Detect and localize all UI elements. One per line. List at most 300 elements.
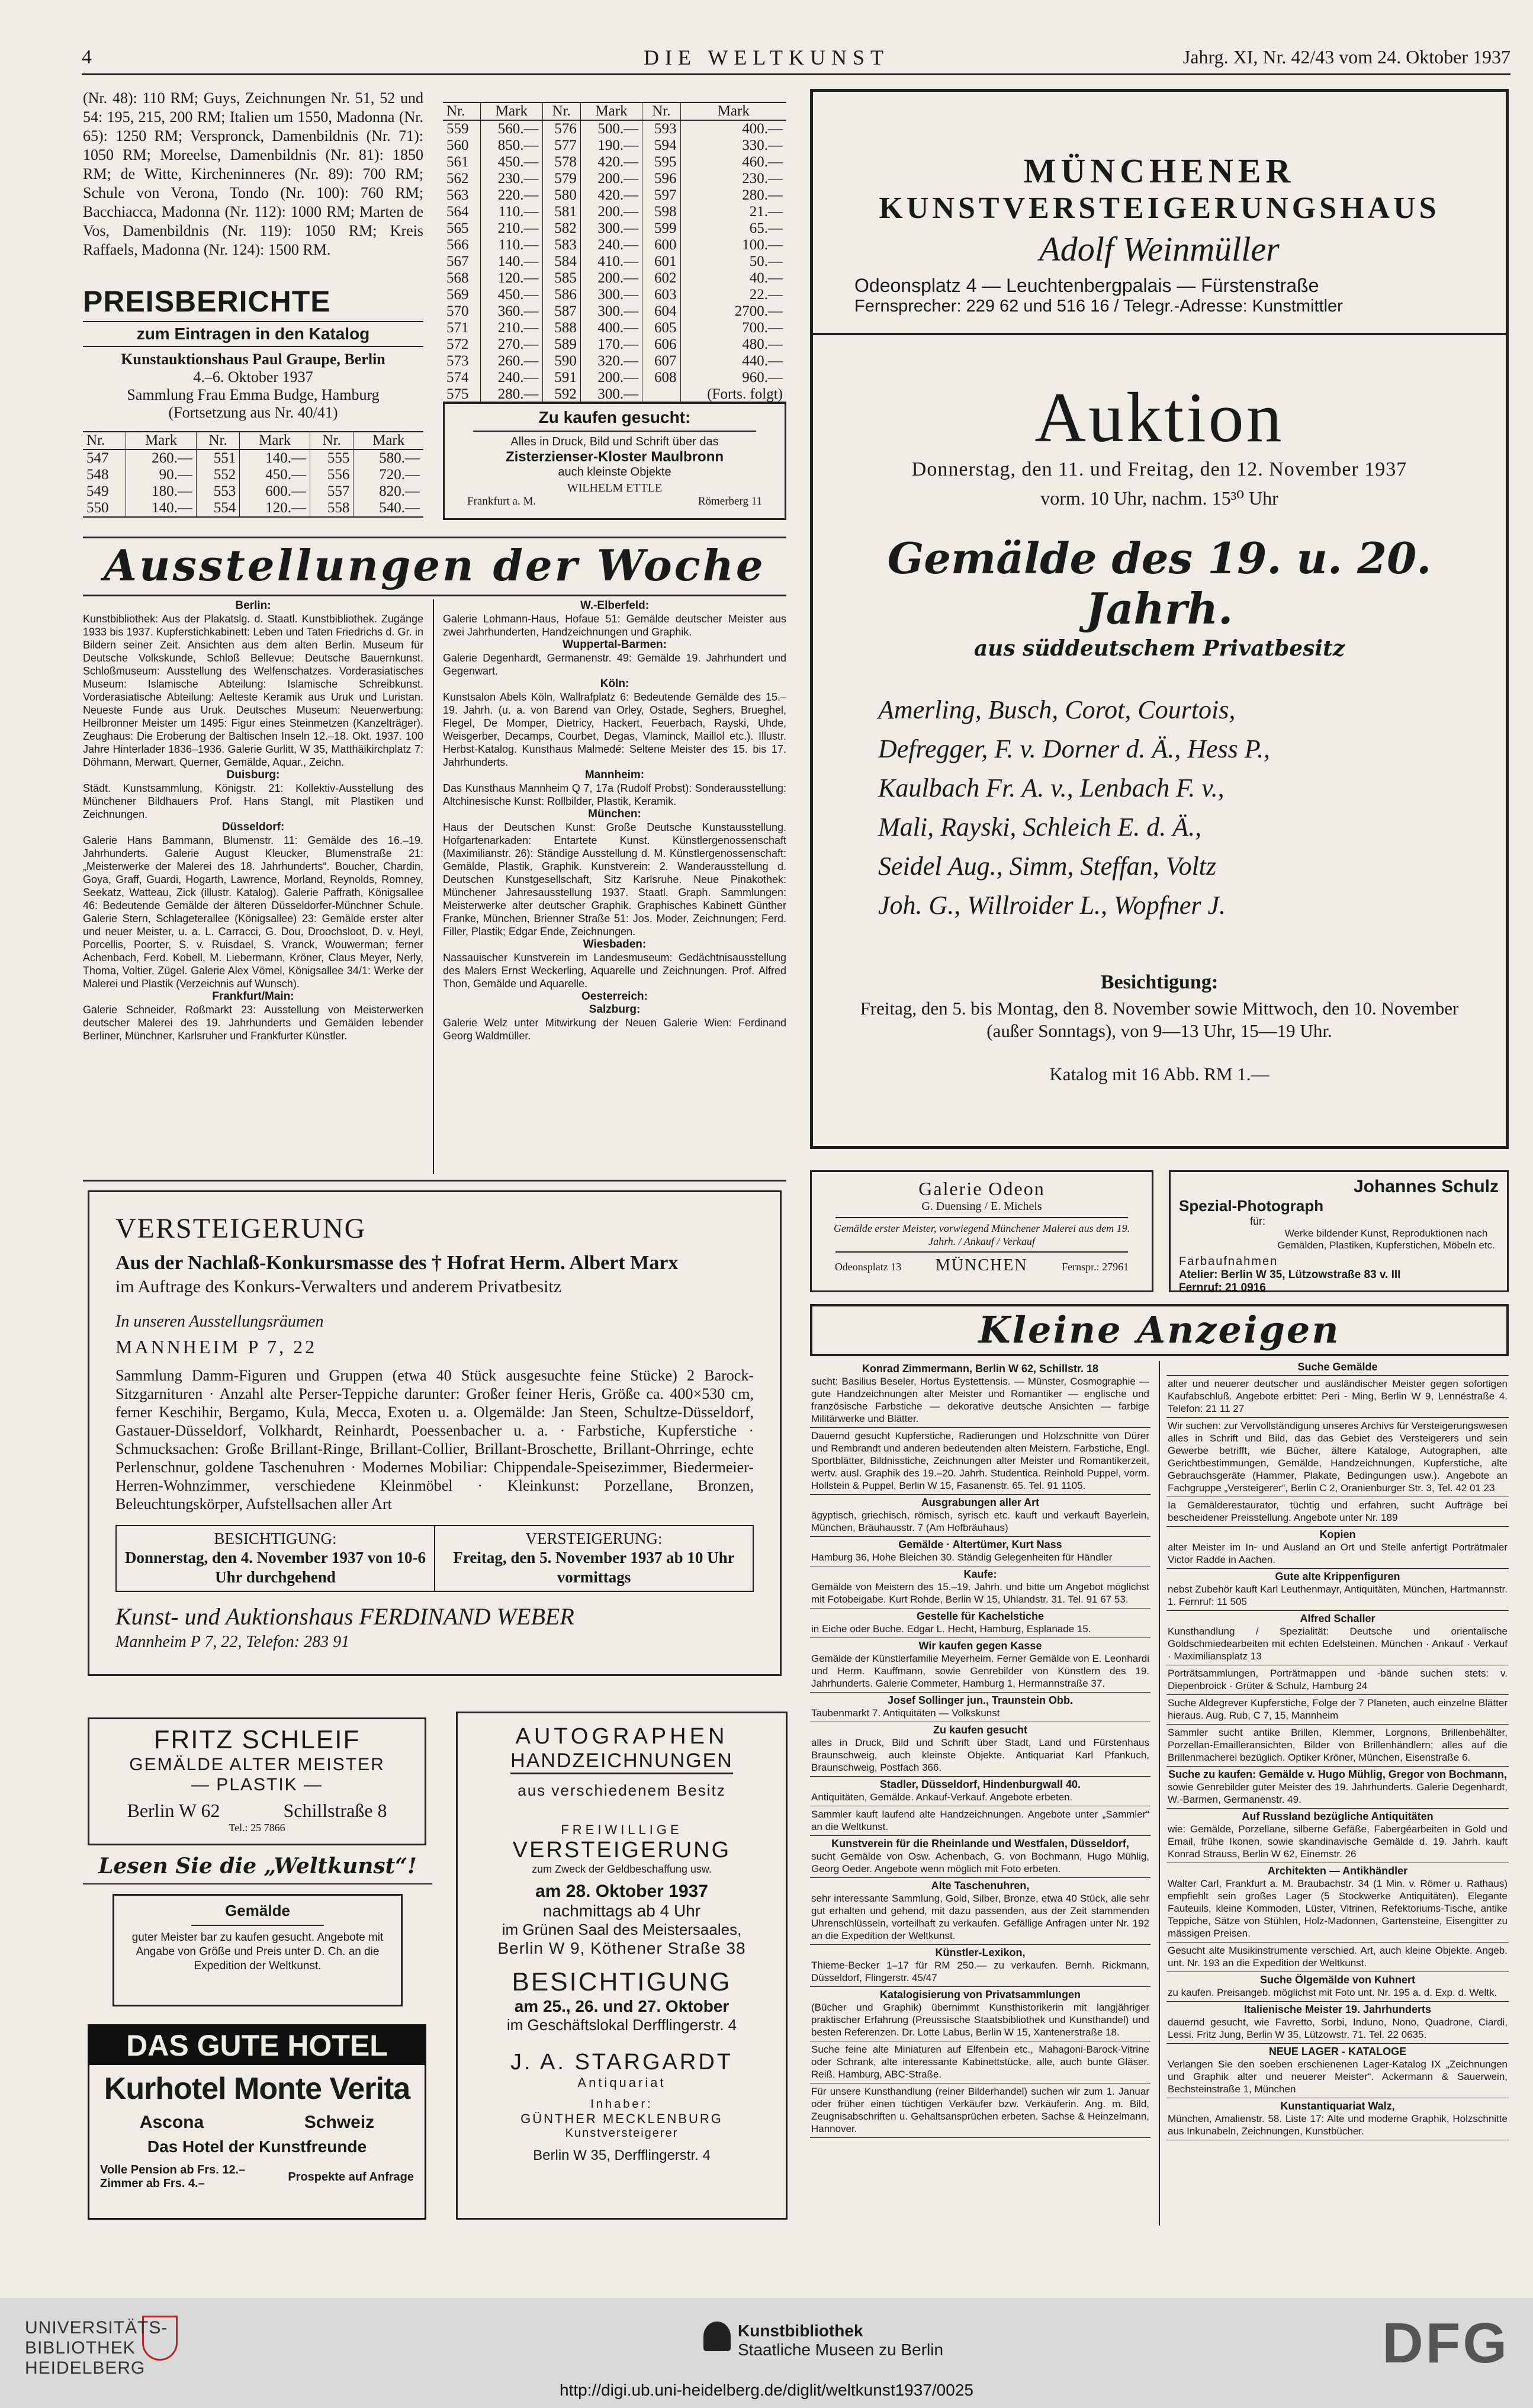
exhibition-entry xyxy=(443,808,786,938)
classified-ad xyxy=(1166,1665,1509,1695)
table-cell: 360.— xyxy=(481,303,542,320)
logo-line: Kunstbibliothek xyxy=(738,2322,863,2340)
classified-heading: Alte Taschenuhren, xyxy=(931,1880,1030,1892)
table-cell: 574 xyxy=(446,370,469,386)
divider xyxy=(473,431,756,432)
classified-heading: Josef Sollinger jun., Traunstein Obb. xyxy=(887,1694,1074,1706)
hotel-banner: DAS GUTE HOTEL xyxy=(89,2026,425,2065)
ad-line: Zisterzienser-Kloster Maulbronn xyxy=(505,449,724,465)
classified-heading: Kunstantiquariat Walz, xyxy=(1280,2100,1395,2112)
classified-text: Sammler kauft laufend alte Handzeichnungen. Angebote unter „Sammler“ an die Weltkunst. xyxy=(811,1809,1149,1832)
classified-heading: Künstler-Lexikon, xyxy=(935,1947,1026,1958)
classified-text: (Bücher und Graphik) übernimmt Kunsthistorikerin mit langjähriger praktischer Erfahrung (Preussische Staatsbibliothek und Kunsthandel) und besten Referenzen. Dr. Lotte Labus, Berlin W 15, Xantenerstraße 18. xyxy=(811,2002,1149,2038)
table-cell: 556 xyxy=(310,467,353,483)
classified-ad xyxy=(810,1608,1150,1638)
exhibition-city: W.-Elberfeld: xyxy=(580,599,650,612)
kaufen-gesucht-ad xyxy=(443,402,786,520)
table-cell: 820.— xyxy=(353,483,423,500)
ad-line: HANDZEICHNUNGEN xyxy=(510,1749,733,1774)
table-cell: 580.— xyxy=(353,450,423,467)
ad-phone: Fernruf: 21 0916 xyxy=(1179,1282,1266,1294)
exhibition-text: Kunstbibliothek: Aus der Plakatslg. d. Staatl. Kunstbibliothek. Zugänge 1933 bis 1937. Kupferstichkabinett: Leben und Taten Friedrichs d. Gr. in Bildern seiner Zeit. Ansichten aus dem alten Berlin. Museum für Deutsche Volkskunde, Schloß Bellevue: Deutsche Bauernkunst. Schloßmuseum: Ausstellung des Welfenschatzes. Vorderasiatisches Museum: Islamische Abteilung: Islamische Schreibkunst. Vorderasiatische Abteilung: Aelteste Keramik aus Uruk und Luristan. Neueste Funde aus Uruk. Deutsches Museum: Neuerwerbung: Heilbronner Meister um 1495: Figur eines Steinmetzen (Kanzelträger). Zeughaus: Die Eroberung der Baltischen Inseln 12.–18. Okt. 1937. 100 Jahre Hinterlader 1836–1936. Galerie Gurlitt, W 35, Matthäikirchplatz 7: Döhmann, Merwart, Querner, Gemälde, Aquar., Zeichn. xyxy=(83,613,423,768)
table-cell: 567 xyxy=(446,253,469,269)
table-row xyxy=(443,220,786,237)
classified-heading: Gemälde · Altertümer, Kurt Nass xyxy=(898,1539,1062,1550)
table-cell: 180.— xyxy=(126,483,197,500)
hotel-prices xyxy=(100,2163,414,2191)
table-cell: 280.— xyxy=(680,187,786,204)
table-cell: 553 xyxy=(196,483,239,500)
table-row xyxy=(83,483,423,500)
table-cell: 582 xyxy=(542,220,580,237)
table-cell: 21.— xyxy=(680,204,786,220)
classified-text: Suche Aldegrever Kupferstiche, Folge der 7 Planeten, auch einzelne Blätter hieraus. Aug. Rub, C 7, 15, Mannheim xyxy=(1168,1697,1508,1721)
table-cell: 210.— xyxy=(481,320,542,336)
classified-text: Antiquitäten, Gemälde. Ankauf-Verkauf. Angebote erbeten. xyxy=(811,1791,1073,1803)
table-cell: 558 xyxy=(310,500,353,517)
exhibitions-title: Ausstellungen der Woche xyxy=(104,540,766,590)
table-cell: 571 xyxy=(446,320,469,336)
table-cell: 585 xyxy=(542,270,580,287)
stargardt-ad xyxy=(456,1712,788,2220)
table-cell: 595 xyxy=(642,154,680,171)
classified-text: München, Amalienstr. 58. Liste 17: Alte und moderne Graphik, Holzschnitte aus Inkunabeln, Zeichnungen, Kunstbücher. xyxy=(1168,2113,1508,2137)
table-cell: 560 xyxy=(446,137,469,153)
table-header: Nr. xyxy=(443,102,481,120)
table-cell: 700.— xyxy=(680,320,786,336)
table-row xyxy=(83,500,423,517)
table-cell: 260.— xyxy=(126,450,197,467)
auction-text: Freitag, den 5. November 1937 ab 10 Uhr vormittags xyxy=(453,1549,735,1586)
table-header: Nr. xyxy=(542,102,580,120)
table-cell: 270.— xyxy=(481,336,542,353)
exhibition-city: Düsseldorf: xyxy=(221,821,285,833)
ad-owners: G. Duensing / E. Michels xyxy=(921,1200,1042,1213)
table-cell: 602 xyxy=(642,270,680,287)
divider xyxy=(835,1251,1128,1253)
table-cell: 576 xyxy=(542,120,580,137)
exhibition-city: Wiesbaden: xyxy=(583,938,647,951)
table-cell: 500.— xyxy=(580,120,642,137)
classified-heading: Kunstverein für die Rheinlande und Westfalen, Düsseldorf, xyxy=(831,1838,1129,1850)
logo-line: HEIDELBERG xyxy=(25,2358,146,2378)
table-cell: 551 xyxy=(196,450,239,467)
ad-phone: Fernspr.: 27961 xyxy=(1062,1261,1129,1273)
ad-city: MANNHEIM P 7, 22 xyxy=(115,1336,317,1357)
classifieds-title: Kleine Anzeigen xyxy=(810,1304,1509,1356)
table-cell: 547 xyxy=(86,450,109,466)
table-cell: 587 xyxy=(542,303,580,320)
table-cell: 603 xyxy=(642,287,680,303)
table-cell: 588 xyxy=(542,320,580,336)
hotel-tagline: Das Hotel der Kunstfreunde xyxy=(147,2137,367,2156)
table-row xyxy=(443,336,786,353)
classified-ad xyxy=(1166,2002,1509,2044)
ad-text: Gemälde erster Meister, vorwiegend Münchener Malerei aus dem 19. Jahrh. / Ankauf / Verkauf xyxy=(833,1222,1130,1247)
table-row xyxy=(443,204,786,220)
classified-ad xyxy=(810,1638,1150,1693)
ad-line: Werke bildender Kunst, Reproduktionen nach Gemälden, Plastiken, Kupferstichen, Möbeln etc. xyxy=(1277,1228,1495,1251)
classified-heading: Gestelle für Kachelstiche xyxy=(916,1610,1045,1622)
viewing-text: Freitag, den 5. bis Montag, den 8. November sowie Mittwoch, den 10. November (außer Sonntags), von 9—13 Uhr, 15—19 Uhr. xyxy=(860,998,1459,1041)
classified-ad xyxy=(810,2041,1150,2083)
table-cell: 573 xyxy=(446,353,469,369)
exhibition-entry xyxy=(443,769,786,808)
classified-heading: Wir kaufen gegen Kasse xyxy=(918,1640,1042,1652)
ad-line: auch kleinste Objekte xyxy=(558,465,671,479)
auction-house-name: Kunst- und Auktionshaus FERDINAND WEBER xyxy=(115,1603,574,1630)
classified-text: wie: Gemälde, Porzellane, silberne Gefäße, Fabergéarbeiten in Gold und Email, frühe Ikonen, sowie skandinavische Gemälde d. 19. Jahrh. kauft Konrad Strauss, Berlin W 62, Einemstr. 26 xyxy=(1168,1823,1508,1860)
classified-ad xyxy=(1166,1569,1509,1611)
auction-times: vorm. 10 Uhr, nachm. 15³⁰ Uhr xyxy=(1040,487,1278,509)
classified-ad xyxy=(810,1722,1150,1777)
table-cell: 450.— xyxy=(240,467,310,483)
table-cell: 593 xyxy=(642,120,680,137)
ad-line: Adolf Weinmüller xyxy=(1039,230,1280,268)
ad-line: Fernsprecher: 229 62 und 516 16 / Telegr.-Adresse: Kunstmittler xyxy=(854,297,1343,316)
table-cell xyxy=(642,386,680,403)
table-cell: 140.— xyxy=(240,450,310,467)
logo-line: UNIVERSITÄTS- xyxy=(25,2318,168,2338)
column-divider xyxy=(433,599,434,1174)
classified-text: Hamburg 36, Hohe Bleichen 30. Ständig Gelegenheiten für Händler xyxy=(811,1552,1113,1563)
table-cell: 110.— xyxy=(481,237,542,253)
classified-heading: Suche Ölgemälde von Kuhnert xyxy=(1259,1974,1416,1986)
classified-ad xyxy=(1166,1611,1509,1665)
artist-line: Mali, Rayski, Schleich E. d. Ä., xyxy=(878,813,1202,842)
artist-line: Seidel Aug., Simm, Steffan, Voltz xyxy=(878,852,1217,881)
price-report-intro: (Nr. 48): 110 RM; Guys, Zeichnungen Nr. 51, 52 und 54: 195, 215, 200 RM; Italien um 1550, Madonna (Nr. 65): 1250 RM; Verspronck, Damenbildnis (Nr. 71): 1050 RM; Moreelse, Damenbildnis (Nr. 81): 1850 RM; de Witte, Kircheninneres (Nr. 89): 700 RM; Schule von Verona, Tondo (Nr. 100): 760 RM; Bacchiacca, Madonna (Nr. 112): 1000 RM; Marten de Vos, Damenbildnis (Nr. 119): 1050 RM; Kreis Raffaels, Madonna (Nr. 124): 1500 RM. xyxy=(83,89,423,258)
university-library-logo xyxy=(25,2318,168,2378)
page-number: 4 xyxy=(82,46,92,68)
exhibition-city: Frankfurt/Main: xyxy=(212,990,294,1003)
table-cell: 589 xyxy=(542,336,580,353)
table-cell: (Forts. folgt) xyxy=(680,386,786,403)
classified-text: zu kaufen. Preisangeb. möglichst mit Foto unt. Nr. 195 a. d. Exp. d. Weltk. xyxy=(1168,1987,1497,1998)
logo-line: Staatliche Museen zu Berlin xyxy=(738,2340,944,2359)
table-cell: 200.— xyxy=(580,270,642,287)
dfg-logo: DFG xyxy=(1382,2311,1509,2375)
table-cell: 560.— xyxy=(481,120,542,137)
ad-line: Inhaber: xyxy=(590,2098,653,2111)
classified-text: dauernd gesucht, wie Favretto, Sorbi, Induno, Nono, Quadrone, Ciardi, Lessi. Fritz Jung, Berlin W 35, Lützowstr. 71. Tel. 22 0635. xyxy=(1168,2017,1508,2040)
exhibition-city: Köln: xyxy=(600,678,629,690)
classified-heading: Auf Russland bezügliche Antiquitäten xyxy=(1242,1810,1434,1822)
table-cell: 720.— xyxy=(353,467,423,483)
exhibition-text: Galerie Schneider, Roßmarkt 23: Ausstellung von Meisterwerken deutscher Malerei des 19. Jahrhunderts und Gemälden lebender Berliner, Münchner, Karlsruher und Frankfurter Künstler. xyxy=(83,1004,423,1042)
ad-line: aus verschiedenem Besitz xyxy=(518,1781,726,1799)
classified-text: Porträtsammlungen, Porträtmappen und -bände suchen stets: v. Diepenbroick · Grüter & Schulz, Hamburg 24 xyxy=(1168,1668,1508,1691)
exhibition-entry xyxy=(83,769,423,821)
ad-line: Farbaufnahmen xyxy=(1179,1255,1278,1268)
classified-ad xyxy=(1166,1863,1509,1943)
table-header: Nr. xyxy=(83,432,126,450)
table-cell: 170.— xyxy=(580,336,642,353)
table-header: Mark xyxy=(481,102,542,120)
classified-text: Taubenmarkt 7. Antiquitäten — Volkskunst xyxy=(811,1707,1000,1719)
auction-provenance: aus süddeutschem Privatbesitz xyxy=(973,636,1345,661)
table-cell: 597 xyxy=(642,187,680,204)
table-row xyxy=(443,253,786,270)
exhibition-city: Salzburg: xyxy=(589,1003,641,1016)
divider xyxy=(835,1217,1128,1218)
exhibition-entry xyxy=(443,990,786,1003)
hotel-location xyxy=(89,2112,425,2133)
table-cell: 600.— xyxy=(240,483,310,500)
table-row xyxy=(443,287,786,303)
ad-line: am 25., 26. und 27. Oktober xyxy=(514,1997,729,2015)
exhibitions-left-column xyxy=(83,599,423,1042)
ad-line: KUNSTVERSTEIGERUNGSHAUS xyxy=(879,191,1440,225)
exhibition-text: Kunstsalon Abels Köln, Wallrafplatz 6: Bedeutende Gemälde des 15.–19. Jahrh. (u. a. von Barend van Orley, Ostade, Seghers, Brueghel, Flegel, De Momper, Dietricy, Hackert, Feuerbach, Rayski, Uhde, Weisgerber, Decamps, Courbet, Degas, Vlaminck, Maillol etc.). Illustr. Herbst-Katalog. Kunsthaus Malmedé: Seltene Meister des 15. bis 17. Jahrhunderts. xyxy=(443,691,786,768)
exhibition-text: Galerie Degenhardt, Germanenstr. 49: Gemälde 19. Jahrhundert und Gegenwart. xyxy=(443,652,786,677)
ad-text: guter Meister bar zu kaufen gesucht. Angebote mit Angabe von Größe und Preis unter D. Ch. an die Expedition der Weltkunst. xyxy=(131,1931,384,1972)
classified-heading: Katalogisierung von Privatsammlungen xyxy=(879,1989,1081,2001)
kunstbibliothek-logo xyxy=(738,2322,943,2359)
ad-line: Berlin W 9, Köthener Straße 38 xyxy=(497,1939,746,1957)
ad-line: am 28. Oktober 1937 xyxy=(535,1882,708,1901)
classified-text: sucht Gemälde von Osw. Achenbach, G. von Bochmann, Hugo Mühlig, Georg Oeder. Angebote wenn möglich mit Foto erbeten. xyxy=(811,1851,1149,1874)
table-cell: 569 xyxy=(446,287,469,303)
weinmueller-auction-ad xyxy=(810,89,1509,1149)
table-cell: 2700.— xyxy=(680,303,786,320)
table-header: Mark xyxy=(126,432,197,450)
table-cell: 65.— xyxy=(680,220,786,237)
table-row xyxy=(443,171,786,187)
auction-name: Kunstauktionshaus Paul Graupe, Berlin xyxy=(121,351,385,368)
ad-address xyxy=(449,495,780,508)
table-cell: 230.— xyxy=(481,171,542,187)
table-cell: 581 xyxy=(542,204,580,220)
ad-city: Frankfurt a. M. xyxy=(467,495,536,508)
auction-box xyxy=(435,1526,753,1591)
price-table-small xyxy=(83,431,423,518)
eagle-icon xyxy=(703,2322,731,2351)
table-cell: 584 xyxy=(542,253,580,270)
auction-continuation: (Fortsetzung aus Nr. 40/41) xyxy=(168,404,338,421)
hotel-place: Ascona xyxy=(139,2112,204,2132)
table-cell: 400.— xyxy=(580,320,642,336)
exhibition-text: Nassauischer Kunstverein im Landesmuseum: Gedächtnisausstellung des Malers Ernst Weckerling, Aquarelle und Zeichnungen. Prof. Alfred Thon, Gemälde und Aquarelle. xyxy=(443,952,786,990)
classified-text: Dauernd gesucht Kupferstiche, Radierungen und Holzschnitte von Dürer und Rembrandt und anderen bedeutenden alten Meistern. Farbstiche, Engl. Sportblätter, Bildnisstiche, Zeichnungen alter Meister und Romantikerzeit, wertv. ausl. Graphik des 19.–20. Jahrh. Studentica. Reinhold Puppel, vorm. Hollstein & Puppel, Berlin W 15, Fasanenstr. 65. Tel. 91 1105. xyxy=(811,1430,1149,1491)
classified-ad xyxy=(810,1361,1150,1428)
classified-text: Verlangen Sie den soeben erschienenen Lager-Katalog IX „Zeichnungen und Graphik alter und neuerer Meister“. Ackermann & Sauerwein, Bechsteinstraße 1, München xyxy=(1168,2059,1508,2095)
hotel-ad xyxy=(88,2024,426,2220)
source-url-link[interactable]: http://digi.ub.uni-heidelberg.de/diglit/weltkunst1937/0025 xyxy=(560,2381,973,2399)
divider xyxy=(83,1180,786,1181)
classified-ad xyxy=(1166,1725,1509,1767)
ad-line: im Grünen Saal des Meistersaales, xyxy=(502,1921,742,1938)
weber-auction-ad xyxy=(88,1190,782,1676)
table-cell: 605 xyxy=(642,320,680,336)
table-cell: 300.— xyxy=(580,287,642,303)
table-cell: 608 xyxy=(642,370,680,386)
classified-ad xyxy=(810,1693,1150,1722)
classified-text: Thieme-Becker 1–17 für RM 250.— zu verkaufen. Bernh. Rickmann, Düsseldorf, Flingerstr. 45/47 xyxy=(811,1960,1149,1983)
table-cell: 561 xyxy=(446,154,469,170)
preisberichte-title: PREISBERICHTE xyxy=(83,285,331,318)
table-header: Mark xyxy=(353,432,423,450)
table-cell: 120.— xyxy=(481,270,542,287)
exhibition-entry xyxy=(443,599,786,638)
exhibition-text: Galerie Welz unter Mitwirkung der Neuen Galerie Wien: Ferdinand Georg Waldmüller. xyxy=(443,1017,786,1042)
classified-text: Suche feine alte Miniaturen auf Elfenbein etc., Mahagoni-Barock-Vitrine oder Schrank, alte interessante Kabinettstücke, alle, auch bunte Gläser. Reiß, Hamburg, ABC-Straße. xyxy=(811,2044,1149,2080)
ad-street: Römerberg 11 xyxy=(698,495,762,508)
classifieds-list xyxy=(1166,1376,1509,2140)
table-cell: 210.— xyxy=(481,220,542,237)
ad-title: FRITZ SCHLEIF xyxy=(153,1725,361,1754)
hotel-price: Zimmer ab Frs. 4.– xyxy=(100,2177,205,2190)
classified-ad xyxy=(810,1566,1150,1608)
suche-gemaelde-label: Suche Gemälde xyxy=(1166,1361,1509,1376)
classified-ad xyxy=(810,1537,1150,1566)
classified-ad xyxy=(1166,1376,1509,1418)
table-cell: 280.— xyxy=(481,386,542,403)
table-cell: 596 xyxy=(642,171,680,187)
classified-heading: Italienische Meister 19. Jahrhunderts xyxy=(1243,2004,1432,2015)
classified-heading: Suche zu kaufen: Gemälde v. Hugo Mühlig, Gregor von Bochmann, xyxy=(1168,1768,1507,1780)
weber-dates xyxy=(115,1525,754,1592)
classified-ad xyxy=(1166,2044,1509,2098)
table-cell: 140.— xyxy=(126,500,197,517)
table-cell: 594 xyxy=(642,137,680,154)
table-cell: 600 xyxy=(642,237,680,253)
exhibition-city: Oesterreich: xyxy=(581,990,648,1003)
classified-ad xyxy=(810,1428,1150,1495)
divider xyxy=(813,333,1506,335)
table-cell: 583 xyxy=(542,237,580,253)
johannes-schulz-ad xyxy=(1169,1170,1509,1292)
table-cell: 260.— xyxy=(481,353,542,370)
exhibition-text: Das Kunsthaus Mannheim Q 7, 17a (Rudolf Probst): Sonderausstellung: Altchinesische Kunst: Rollbilder, Plastik, Keramik. xyxy=(443,782,786,807)
table-cell: 577 xyxy=(542,137,580,154)
ad-title: Johannes Schulz xyxy=(1353,1177,1499,1196)
table-cell: 599 xyxy=(642,220,680,237)
classified-heading: Kopien xyxy=(1319,1529,1356,1540)
divider xyxy=(83,537,786,538)
classified-heading: Gute alte Krippenfiguren xyxy=(1275,1571,1400,1582)
classified-heading: Konrad Zimmermann, Berlin W 62, Schillstr. 18 xyxy=(862,1363,1099,1375)
table-cell: 120.— xyxy=(240,500,310,517)
classified-ad xyxy=(1166,2098,1509,2140)
exhibition-city: Mannheim: xyxy=(584,769,645,781)
column-divider xyxy=(1159,1361,1160,2226)
ad-address xyxy=(95,1800,419,1822)
table-cell: 554 xyxy=(196,500,239,517)
ad-body: Sammlung Damm-Figuren und Gruppen (etwa 40 Stück ausgesuchte feine Stücke) 2 Barock-Sitzgarnituren · Anzahl alte Perser-Teppiche darunter: Großer feiner Heris, Größe ca. 400×530 cm, ferner Keschihir, Bergamo, Kula, Mecca, Exoten u. a. Olgemälde: Jan Steen, Schultze-Düsseldorf, Gastauer-Düsseldorf, Volkhardt, Reinhardt, Poessenbacher u. a. · Farbstiche, Kupferstiche · Schmucksachen: Große Brillant-Ringe, Brillant-Collier, Brillant-Broschette, Brillant-Ohrringe, echte Perlenschnur, goldene Taschenuhren · Modernes Mobiliar: Chippendale-Speisezimmer, Biedermeier-Herren-Wohnzimmer, verschiedene Kleinmöbel · Kleinkunst: Porzellane, Bronzen, Beleuchtungskörper, Aufstellsachen aller Art xyxy=(115,1367,754,1513)
table-cell: 575 xyxy=(443,386,481,403)
divider xyxy=(83,595,786,596)
ad-line: WILHELM ETTLE xyxy=(567,481,663,495)
classified-text: sehr interessante Sammlung, Gold, Silber, Bronze, etwa 40 Stück, alle sehr gut erhalten und gehend, mit dazu passenden, aus der Zeit stammenden Uhrenschlüsseln, vorteilhaft zu verkaufen. Gefällige Anfragen unter Nr. 192 an die Expedition der Weltkunst. xyxy=(811,1893,1149,1941)
artist-line: Amerling, Busch, Corot, Courtois, xyxy=(878,695,1236,724)
exhibition-text: Galerie Lohmann-Haus, Hofaue 51: Gemälde deutscher Meister aus zwei Jahrhunderten, Handzeichnungen und Graphik. xyxy=(443,613,786,638)
table-cell: 960.— xyxy=(680,370,786,386)
table-cell: 578 xyxy=(542,154,580,171)
masthead: DIE WELTKUNST xyxy=(644,46,889,69)
table-cell: 598 xyxy=(642,204,680,220)
table-row xyxy=(83,467,423,483)
viewing-box xyxy=(117,1526,435,1591)
table-cell: 450.— xyxy=(481,287,542,303)
ad-line: GÜNTHER MECKLENBURG xyxy=(520,2111,723,2126)
ad-line: BESICHTIGUNG xyxy=(512,1967,732,1996)
classified-text: Gemälde von Meistern des 15.–19. Jahrh. und bitte um Angebot möglichst mit Fotobeigabe. Kurt Rohde, Berlin W 15, Uhlandstr. 31. Tel. 91 67 53. xyxy=(811,1581,1149,1605)
ad-line: Berlin W 35, Derfflingerstr. 4 xyxy=(533,2147,711,2163)
ad-line: Kunstversteigerer xyxy=(565,2127,679,2140)
table-row xyxy=(443,386,786,403)
exhibition-entry xyxy=(83,599,423,769)
table-row xyxy=(443,270,786,287)
table-cell: 400.— xyxy=(680,120,786,137)
catalog-info: Katalog mit 16 Abb. RM 1.— xyxy=(1049,1064,1270,1084)
gemaelde-ad xyxy=(113,1894,403,2006)
table-cell: 240.— xyxy=(481,370,542,386)
preisberichte-subtitle: zum Eintragen in den Katalog xyxy=(136,325,370,343)
classified-heading: Zu kaufen gesucht xyxy=(933,1724,1028,1736)
table-cell: 591 xyxy=(542,370,580,386)
table-row xyxy=(83,450,423,467)
table-cell: 586 xyxy=(542,287,580,303)
exhibition-text: Haus der Deutschen Kunst: Große Deutsche Kunstausstellung. Hofgartenarkaden: Entartete Kunst. Künstlergenossenschaft (Maximilianstr. 26): Ständige Ausstellung d. M. Künstlergenossenschaft: Gemälde, Plastik, Graphik. Kunstverein: 2. Wanderausstellung d. Deutschen Kunstgesellschaft, Sitz Karlsruhe. Neue Pinakothek: Münchener Jahresausstellung 1937. Staatl. Graph. Sammlungen: Meisterwerke alter deutscher Graphik. Graphisches Kabinett Günther Franke, München, Brienner Straße 51: Jos. Moder, Zeichnungen; Ferd. Filler, Plastik; Edgar Ende, Zeichnungen. xyxy=(443,821,786,937)
classified-ad xyxy=(1166,1695,1509,1725)
classified-text: alter und neuerer deutscher und ausländischer Meister gegen sofortigen Kaufabschluß. Angebote erbittet: Peri - Ming, Berlin W 9, Lennéstraße 4. Telefon: 21 11 27 xyxy=(1168,1378,1508,1414)
ad-subline: im Auftrage des Konkurs-Verwalters und anderem Privatbesitz xyxy=(115,1277,562,1296)
classified-text: in Eiche oder Buche. Edgar L. Hecht, Hamburg, Esplanade 15. xyxy=(811,1623,1091,1635)
classified-ad xyxy=(1166,1418,1509,1497)
classified-heading: Kaufe: xyxy=(963,1568,997,1580)
table-cell: 320.— xyxy=(580,353,642,370)
ad-line: zum Zweck der Geldbeschaffung usw. xyxy=(532,1863,712,1875)
classified-heading: Alfred Schaller xyxy=(1300,1613,1375,1624)
exhibition-text: Galerie Hans Bammann, Blumenstr. 11: Gemälde des 16.–19. Jahrhunderts. Galerie August Kleucker, Blumenstraße 21: „Meisterwerke der Malerei des 18. Jahrhunderts“. Boucher, Chardin, Goya, Graff, Guardi, Hogarth, Lawrence, Morland, Reynolds, Romney, Seekatz, Watteau, Zick (illustr. Katalog). Galerie Paffrath, Königsallee 46: Bedeutende Gemälde der älteren Düsseldorfer-Münchner Schule. Galerie Stern, Schlageterallee (Königsallee) 23: Gemälde erster alter und neuer Meister, u. a. L. Carracci, G. Dou, Droochsloot, D. v. Heyl, Porcellis, Poorter, S. v. Ruisdael, S. Vranck, Wouwerman; ferner Achenbach, Ferd. Kobell, M. Liebermann, Kröner, Claus Meyer, Nerly, Thoma, Voltier, Zügel. Galerie Alex Vömel, Königsallee 34/1: Werke der Malerei und Plastik (Verzeichnis auf Wunsch). xyxy=(83,834,423,990)
table-row xyxy=(443,237,786,253)
table-cell: 566 xyxy=(446,237,469,253)
hotel-price: Volle Pension ab Frs. 12.– xyxy=(100,2163,246,2176)
table-cell: 140.— xyxy=(481,253,542,270)
hotel-name: Kurhotel Monte Verita xyxy=(104,2072,410,2106)
artist-list xyxy=(837,691,1482,925)
classified-heading: Stadler, Düsseldorf, Hindenburgwall 40. xyxy=(879,1778,1081,1790)
divider xyxy=(83,346,423,347)
table-cell: 549 xyxy=(86,483,109,499)
table-header: Mark xyxy=(580,102,642,120)
table-cell: 540.— xyxy=(353,500,423,517)
classified-ad xyxy=(1166,1943,1509,1972)
ad-line: im Geschäftslokal Derfflingerstr. 4 xyxy=(506,2016,737,2034)
top-rule xyxy=(82,73,1510,75)
classified-text: Ia Gemälderestaurator, tüchtig und erfahren, sucht Aufträge bei bescheidener Preisstellung. Angebote unter Nr. 189 xyxy=(1168,1500,1508,1523)
ad-address: Atelier: Berlin W 35, Lützowstraße 83 v. III xyxy=(1179,1269,1401,1281)
ad-title: Galerie Odeon xyxy=(918,1178,1045,1199)
table-header: Nr. xyxy=(196,432,239,450)
table-cell: 190.— xyxy=(580,137,642,154)
classified-ad xyxy=(810,1777,1150,1806)
table-header: Mark xyxy=(240,432,310,450)
classified-ad xyxy=(1166,1527,1509,1569)
ad-line: MÜNCHENER xyxy=(1023,152,1296,190)
galerie-odeon-ad xyxy=(810,1170,1153,1292)
ad-street: Odeonsplatz 13 xyxy=(834,1261,902,1273)
exhibition-city: Duisburg: xyxy=(226,769,280,781)
ad-title: VERSTEIGERUNG xyxy=(115,1213,367,1244)
table-cell: 220.— xyxy=(481,187,542,204)
table-cell: 563 xyxy=(446,187,469,203)
classified-text: nebst Zubehör kauft Karl Leuthenmayr, Antiquitäten, München, Hartmannstr. 1. Fernruf: 11 505 xyxy=(1168,1584,1508,1607)
table-cell: 850.— xyxy=(481,137,542,154)
table-cell: 557 xyxy=(310,483,353,500)
classifieds-column-left xyxy=(810,1361,1150,2138)
